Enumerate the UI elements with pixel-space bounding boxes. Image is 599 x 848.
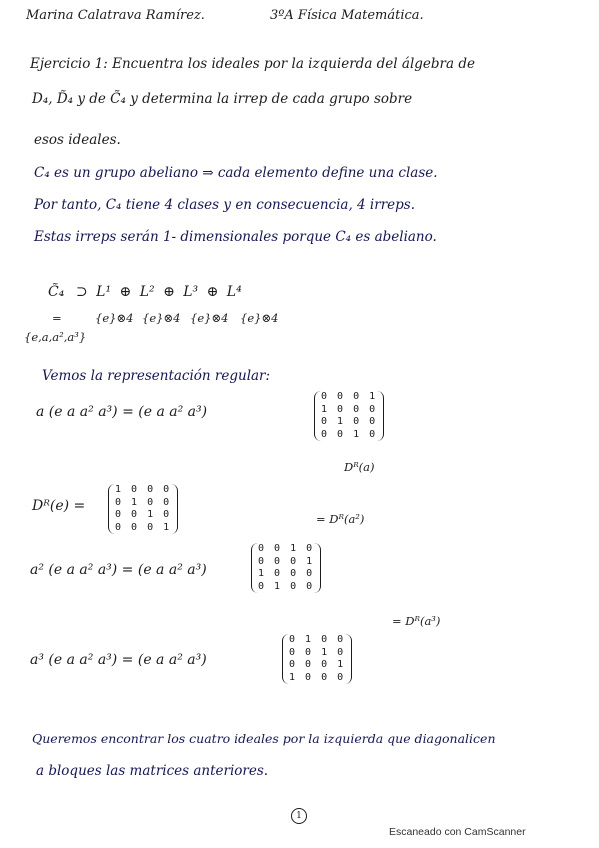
decomposition-equals: = — [52, 311, 62, 325]
matrix-row: 0 1 0 0 — [258, 580, 315, 592]
ideal-sub-1: {e}⊗4 — [95, 311, 134, 325]
matrix-row: 1 0 0 0 — [289, 671, 346, 683]
matrix-dr-a — [314, 391, 384, 441]
matrix-row: 0 1 0 0 — [321, 416, 378, 427]
matrix-row: 0 0 0 1 — [115, 521, 172, 533]
matrix-row: 0 1 0 0 — [115, 496, 172, 508]
exercise-line-1: Ejercicio 1: Encuentra los ideales por la izquierda del álgebra de — [30, 56, 475, 72]
eq-a3-action: a³ (e a a² a³) = (e a a² a³) — [30, 652, 207, 668]
decomposition-ideals: ⊃ L¹ ⊕ L² ⊕ L³ ⊕ L⁴ — [76, 284, 242, 300]
matrix-row: 0 0 1 0 — [115, 509, 172, 520]
ideal-sub-2: {e}⊗4 — [142, 311, 181, 325]
matrix-dr-a3 — [282, 634, 352, 684]
matrix-row: 0 1 0 0 — [289, 634, 346, 645]
matrix-row: 1 0 0 0 — [115, 484, 172, 495]
matrix-row: 0 0 0 1 — [258, 555, 315, 567]
ideal-sub-3: {e}⊗4 — [190, 311, 229, 325]
matrix-row: 0 0 0 1 — [289, 659, 346, 670]
label-dr-a2: = Dᴿ(a²) — [316, 512, 365, 526]
scanner-watermark: Escaneado con CamScanner — [389, 826, 526, 838]
course-title: 3ºA Física Matemática. — [270, 8, 424, 23]
group-elements-set: {e,a,a²,a³} — [24, 330, 87, 344]
regular-rep-intro: Vemos la representación regular: — [42, 368, 271, 384]
matrix-dr-a2 — [251, 543, 321, 593]
closing-line-1: Queremos encontrar los cuatro ideales por la izquierda que diagonalicen — [32, 731, 496, 746]
matrix-row: 1 0 0 0 — [321, 403, 378, 415]
ideal-sub-4: {e}⊗4 — [240, 311, 279, 325]
matrix-row: 1 0 0 0 — [258, 568, 315, 579]
matrix-row: 0 0 1 0 — [258, 543, 315, 554]
label-dr-a3: = Dᴿ(a³) — [392, 614, 441, 628]
eq-a-action: a (e a a² a³) = (e a a² a³) — [36, 404, 208, 420]
matrix-row: 0 0 0 1 — [321, 391, 378, 402]
author-name: Marina Calatrava Ramírez. — [26, 8, 205, 23]
matrix-row: 0 0 1 0 — [289, 646, 346, 658]
eq-a2-action: a² (e a a² a³) = (e a a² a³) — [30, 562, 207, 578]
c4-classes-line: Por tanto, C₄ tiene 4 clases y en consecuencia, 4 irreps. — [34, 197, 415, 213]
matrix-row: 0 0 1 0 — [321, 428, 378, 440]
matrix-dr-e — [108, 484, 178, 534]
exercise-line-3: esos ideales. — [34, 132, 121, 148]
c4-irreps-line: Estas irreps serán 1- dimensionales porque C₄ es abeliano. — [34, 229, 437, 245]
closing-line-2: a bloques las matrices anteriores. — [36, 763, 269, 779]
eq-dr-e: Dᴿ(e) = — [32, 498, 86, 514]
page-number: 1 — [291, 808, 307, 824]
c4-abelian-line: C₄ es un grupo abeliano ⇒ cada elemento define una clase. — [34, 165, 438, 181]
exercise-line-2: D₄, D̃₄ y de C̃₄ y determina la irrep de cada grupo sobre — [32, 91, 413, 107]
label-dr-a: Dᴿ(a) — [344, 460, 375, 474]
decomposition-lhs: C̃₄ — [48, 284, 65, 300]
